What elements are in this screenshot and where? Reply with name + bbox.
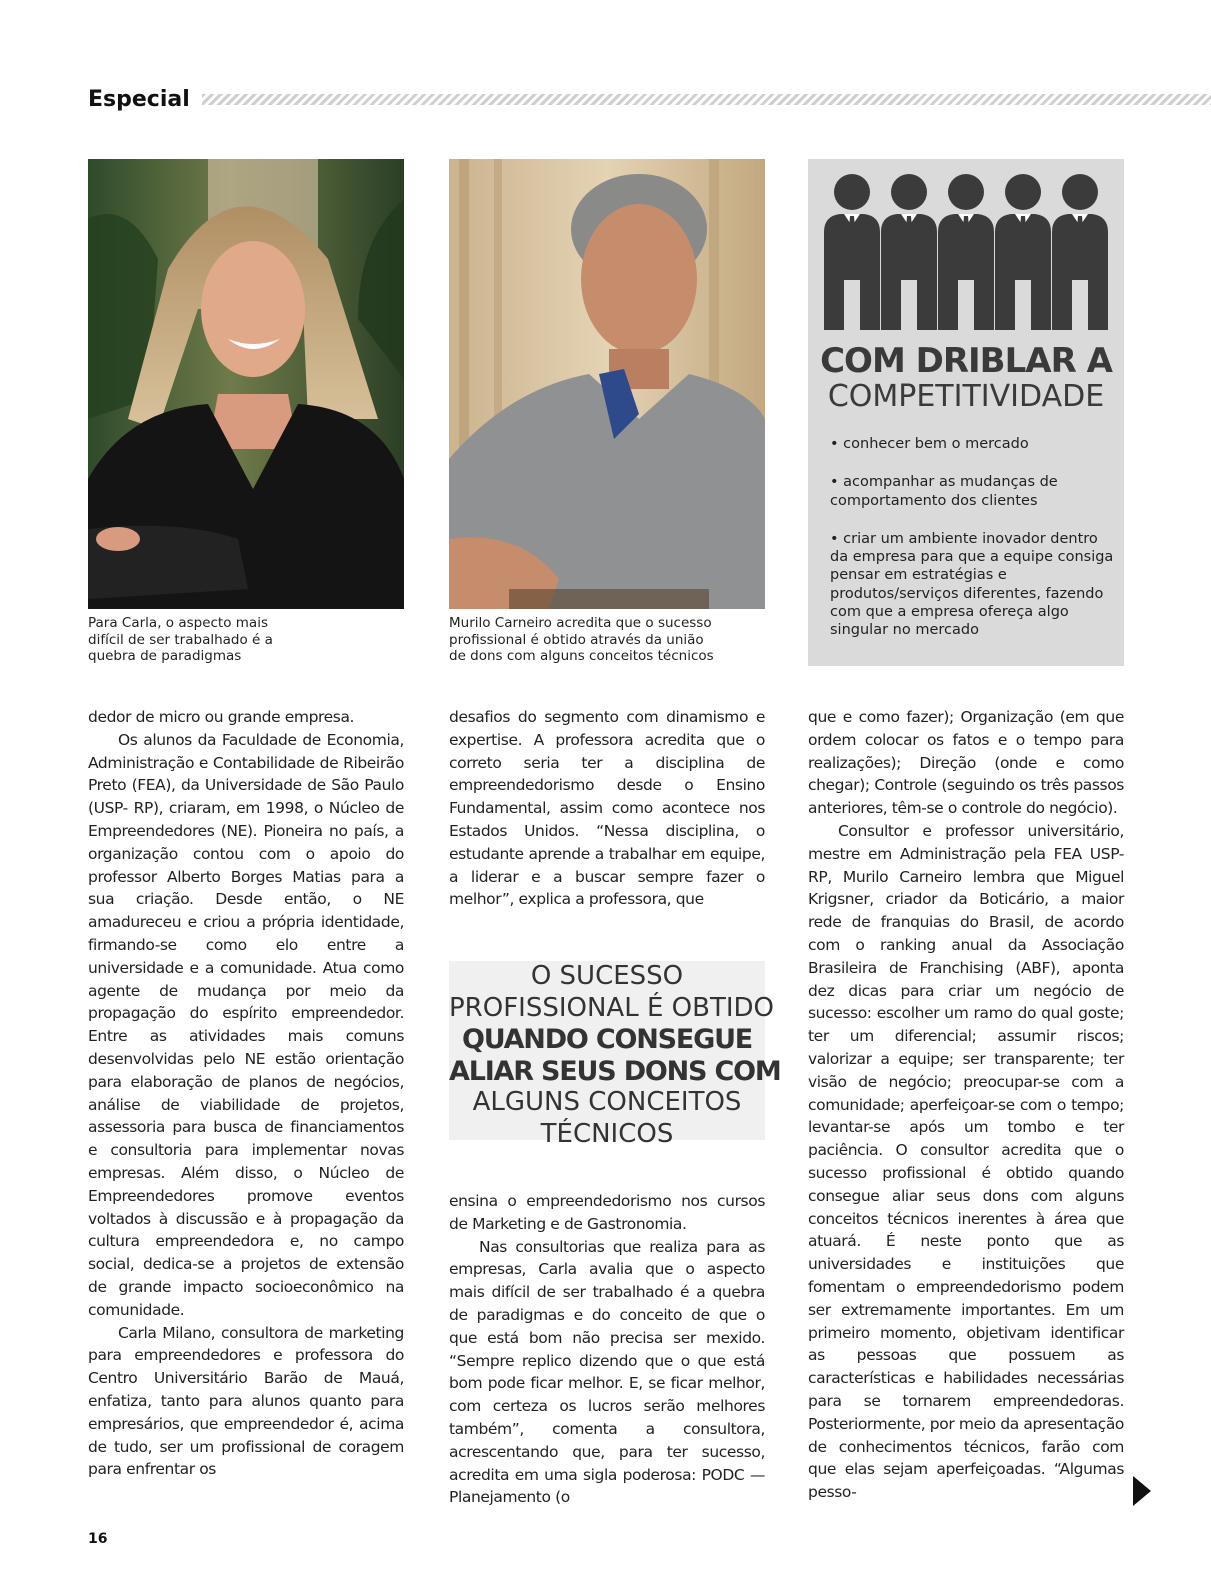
paragraph: que e como fazer); Organização (em que ordem colocar os fatos e o tempo para realizações); Direção (onde e como chegar); Controle (seguindo os três passos anteriores, têm-se o controle do negócio). bbox=[808, 708, 1124, 818]
pull-quote-line: O SUCESSO bbox=[530, 961, 684, 991]
paragraph: ensina o empreendedorismo nos cursos de Marketing e de Gastronomia. bbox=[449, 1192, 765, 1233]
body-column-2-top bbox=[449, 706, 765, 911]
paragraph: dedor de micro ou grande empresa. bbox=[88, 708, 355, 726]
paragraph: Os alunos da Faculdade de Economia, Administração e Contabilidade de Ribeirão Preto (FEA), da Universidade de São Paulo (USP- RP), criaram, em 1998, o Núcleo de Empreendedores (NE). Pioneira no país, a organização contou com o apoio do professor Alberto Borges Matias para a sua criação. Desde então, o NE amadureceu e criou a própria identidade, firmando-se como elo entre a universidade e a comunidade. Atua como agente de mudança por meio da propagação do espírito empreendedor. Entre as atividades mais comuns desenvolvidas pelo NE estão orientação para elaboração de planos de negócios, análise de viabilidade de projetos, assessoria para busca de financiamentos e consultoria para implementar novas empresas. Além disso, o Núcleo de Empreendedores promove eventos voltados à discussão e à propagação da cultura empreendedora e, no campo social, dedica-se a projetos de extensão de grande impacto socioeconômico na comunidade. bbox=[88, 730, 404, 1319]
business-people-icon bbox=[822, 170, 1112, 330]
pull-quote-line: ALIAR SEUS DONS COM bbox=[449, 1055, 781, 1087]
paragraph: Nas consultorias que realiza para as empresas, Carla avalia que o aspecto mais difícil de ser trabalhado é a quebra de paradigmas e do conceito de que o que está bom não precisa ser mexido. “Sempre replico dizendo que o que está bom pode ficar melhor. E, se ficar melhor, com certeza os lucros serão melhores também”, comenta a consultora, acrescentando que, para ter sucesso, acredita em uma sigla poderosa: PODC — Planejamento (o bbox=[449, 1237, 765, 1507]
pull-quote-line: QUANDO CONSEGUE bbox=[461, 1024, 753, 1055]
next-arrow-icon bbox=[1133, 1476, 1151, 1506]
carla-caption: Para Carla, o aspecto mais difícil de ser trabalhado é a quebra de paradigmas bbox=[88, 615, 273, 664]
pull-quote-line: ALGUNS CONCEITOS bbox=[472, 1087, 742, 1117]
tip-item: • conhecer bem o mercado bbox=[830, 436, 1029, 452]
pull-quote-line: TÉCNICOS bbox=[540, 1118, 674, 1149]
tips-list bbox=[830, 435, 1115, 660]
pull-quote bbox=[449, 961, 781, 1149]
tip-item: • acompanhar as mudanças de comportamento dos clientes bbox=[830, 474, 1058, 509]
murilo-caption: Murilo Carneiro acredita que o sucesso profissional é obtido através da união de dons com alguns conceitos técnicos bbox=[449, 615, 714, 664]
section-rule bbox=[202, 94, 1211, 105]
section-title: Especial bbox=[88, 86, 190, 112]
body-column-3 bbox=[808, 706, 1124, 1504]
carla-photo bbox=[88, 159, 404, 609]
tip-item: • criar um ambiente inovador dentro da empresa para que a equipe consiga pensar em estratégias e produtos/serviços diferentes, fazendo com que a empresa ofereça algo singular no mercado bbox=[830, 530, 1114, 639]
body-column-2-bottom bbox=[449, 1190, 765, 1509]
section-header bbox=[88, 84, 1211, 114]
paragraph: Carla Milano, consultora de marketing para empreendedores e professora do Centro Universitário Barão de Mauá, enfatiza, tanto para alunos quanto para empresários, que empreendedor é, acima de tudo, ser um profissional de coragem para enfrentar os bbox=[88, 1323, 404, 1479]
page-number: 16 bbox=[88, 1531, 108, 1547]
sidebar-box bbox=[808, 159, 1124, 666]
sidebar-subtitle: COMPETITIVIDADE bbox=[827, 379, 1105, 414]
paragraph: desafios do segmento com dinamismo e expertise. A professora acredita que o correto seria ter a disciplina de empreendedorismo desde o Ensino Fundamental, assim como acontece nos Estados Unidos. “Nessa disciplina, o estudante aprende a trabalhar em equipe, a liderar e a buscar sempre fazer o melhor”, explica a professora, que bbox=[449, 708, 765, 909]
body-column-1 bbox=[88, 706, 404, 1481]
pull-quote-line: PROFISSIONAL É OBTIDO bbox=[449, 992, 774, 1023]
murilo-photo bbox=[449, 159, 765, 609]
sidebar-title: COM DRIBLAR A bbox=[820, 341, 1112, 381]
paragraph: Consultor e professor universitário, mestre em Administração pela FEA USP-RP, Murilo Carneiro lembra que Miguel Krigsner, criador da Boticário, a maior rede de franquias do Brasil, de acordo com o ranking anual da Associação Brasileira de Franchising (ABF), aponta dez dicas para criar um negócio de sucesso: escolher um ramo do qual goste; ter um diferencial; assumir riscos; valorizar a equipe; ser transparente; ter visão de negócio; preocupar-se com a comunidade; aperfeiçoar-se com o tempo; levantar-se após um tombo e ter paciência. O consultor acredita que o sucesso profissional é obtido quando consegue aliar seus dons com alguns conceitos técnicos inerentes à área que atuará. É neste ponto que as universidades e instituições que fomentam o empreendedorismo podem ser extremamente importantes. Em um primeiro momento, objetivam identificar as pessoas que possuem as características e habilidades necessárias para se tornarem empreendedoras. Posteriormente, por meio da apresentação de conhecimentos técnicos, farão com que elas sejam aperfeiçoadas. “Algumas pesso- bbox=[808, 821, 1124, 1502]
